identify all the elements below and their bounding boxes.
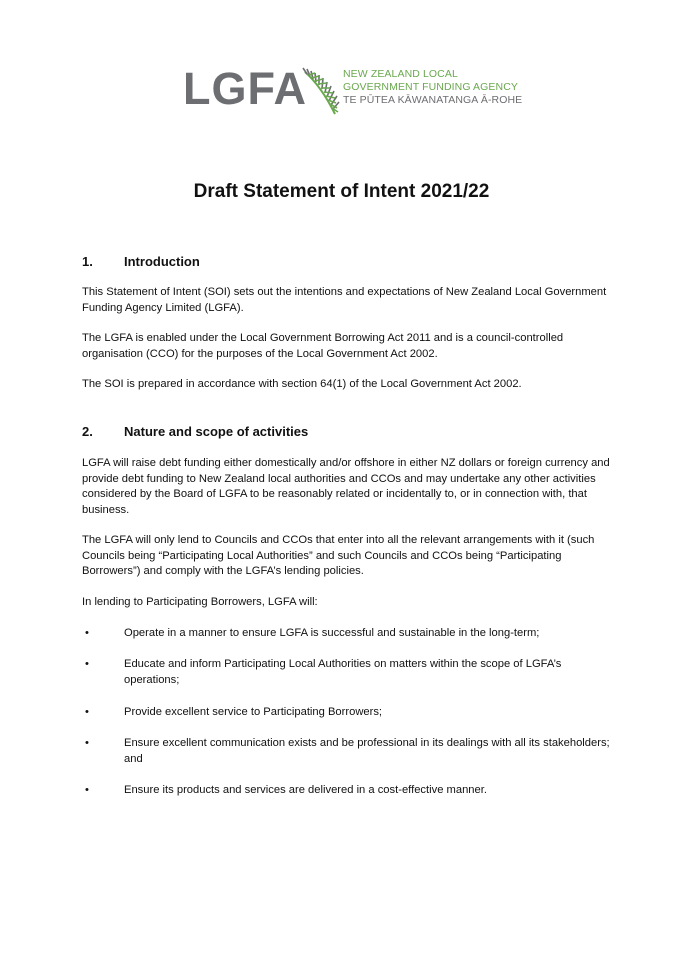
- section-title: Nature and scope of activities: [124, 424, 309, 439]
- bullet-icon: •: [85, 627, 89, 639]
- logo-line-1: NEW ZEALAND LOCAL: [343, 68, 458, 80]
- section-title: Introduction: [124, 254, 200, 269]
- list-item-text: Provide excellent service to Participating Borrowers;: [124, 706, 383, 718]
- paragraph: The SOI is prepared in accordance with section 64(1) of the Local Government Act 2002.: [82, 378, 522, 390]
- section-number: 2.: [82, 424, 93, 439]
- paragraph: The LGFA is enabled under the Local Government Borrowing Act 2011 and is a council-controlled organisation (CCO) for the purposes of the Local Government Act 2002.: [82, 332, 564, 360]
- paragraph: The LGFA will only lend to Councils and CCOs that enter into all the relevant arrangements with it (such Councils being “Participating Local Authorities” and such Councils and CCOs being “Participating Borrowers”) and comply with the LGFA’s lending policies.: [82, 534, 595, 577]
- logo-wordmark: LGFA: [183, 63, 307, 114]
- bullet-icon: •: [85, 784, 89, 796]
- paragraph: In lending to Participating Borrowers, LGFA will:: [82, 596, 318, 608]
- bullet-icon: •: [85, 658, 89, 670]
- section-heading-introduction: [82, 254, 200, 269]
- bullet-icon: •: [85, 706, 89, 718]
- logo-text: [343, 68, 533, 107]
- list-item-text: Educate and inform Participating Local Authorities on matters within the scope of LGFA’s operations;: [124, 658, 562, 686]
- list-item-text: Ensure its products and services are delivered in a cost-effective manner.: [124, 784, 487, 796]
- paragraph: LGFA will raise debt funding either domestically and/or offshore in either NZ dollars or foreign currency and provide debt funding to New Zealand local authorities and CCOs and may undertake any other activities considered by the Board of LGFA to be reasonably related or incidentally to, or in connection with, that business.: [82, 457, 610, 516]
- paragraph: This Statement of Intent (SOI) sets out the intentions and expectations of New Zealand Local Government Funding Agency Limited (LGFA).: [82, 286, 607, 314]
- fern-icon: [301, 64, 347, 116]
- section-heading-nature-scope: [82, 424, 308, 439]
- lgfa-logo: [183, 64, 523, 116]
- section-number: 1.: [82, 254, 93, 269]
- list-item-text: Operate in a manner to ensure LGFA is successful and sustainable in the long-term;: [124, 627, 540, 639]
- list-item-text: Ensure excellent communication exists and be professional in its dealings with all its stakeholders; and: [124, 737, 610, 765]
- logo-line-3: TE PŪTEA KĀWANATANGA Ā-ROHE: [343, 94, 523, 106]
- logo-line-2: GOVERNMENT FUNDING AGENCY: [343, 81, 518, 93]
- bullet-icon: •: [85, 737, 89, 749]
- page-title: Draft Statement of Intent 2021/22: [193, 181, 490, 202]
